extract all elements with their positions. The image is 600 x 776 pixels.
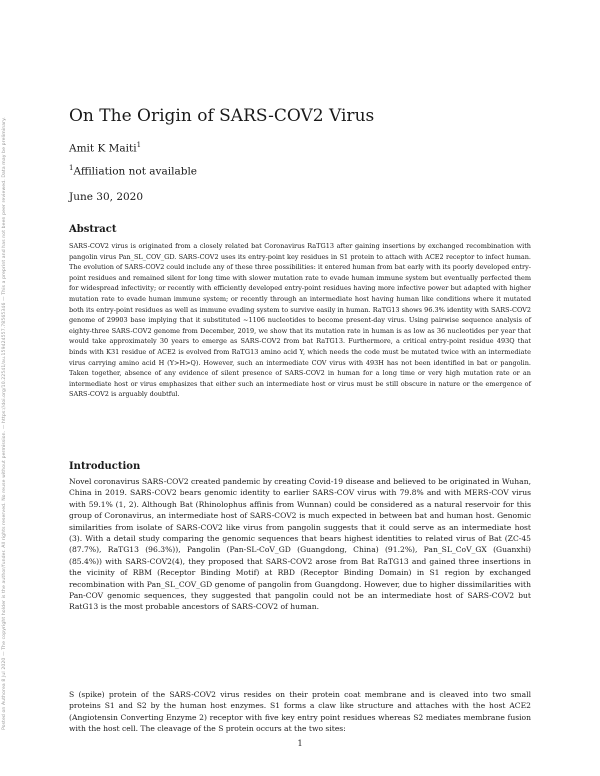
affiliation-text: Affiliation not available (73, 165, 198, 178)
author-name: Amit K Maiti (69, 142, 137, 155)
side-watermark (2, 40, 12, 730)
introduction-paragraph-1: Novel coronavirus SARS-COV2 created pandemic by creating Covid-19 disease and believed to be originated in Wuhan, China in 2019. SARS-COV2 bears genomic identity to earlier SARS-COV virus with 79.8% and with MERS-COV virus with 59.1% (1, 2). Although Bat (Rhinolophus affinis from Wunnan) could be considered as a natural reservoir for this group of Coronavirus, an intermediate host of SARS-COV2 is much expected in between bat and human host. Genomic similarities from isolate of SARS-COV2 like virus from pangolin suggests that it could serve as an intermediate host (3). With a detail study comparing the genomic sequences that bears highest identities to related virus of Bat (ZC-45 (87.7%), RaTG13 (96.3%)), Pangolin (Pan-SL-CoV_GD (Guangdong, China) (91.2%), Pan_SL_CoV_GX (Guanxhi) (85.4%)) with SARS-COV2(4), they proposed that SARS-COV2 arose from Bat RaTG13 and gained three insertions in the vicinity of RBM (Receptor Binding Motif) at RBD (Receptor Binding Domain) in S1 region by exchanged recombination with Pan_SL_COV_GD genome of pangolin from Guangdong. However, due to higher dissimilarities with Pan-COV genomic sequences, they suggested that pangolin could not be an intermediate host of SARS-COV2 but RatG13 is the most probable ancestors of SARS-COV2 of human. (69, 477, 531, 612)
author-line (69, 141, 141, 155)
page-number: 1 (297, 739, 303, 748)
author-superscript: 1 (136, 141, 142, 149)
affiliation-line (69, 164, 197, 178)
preprint-notice: Posted on Authorea 8 Jul 2020 — The copyright holder is the author/funder. All rights reserved. No reuse without permission. — https://doi.org/10.22541/au.159424557.78565346 — This a preprint and has not been peer reviewed. Data may be preliminary. (2, 117, 7, 730)
paper-title: On The Origin of SARS-COV2 Virus (69, 106, 375, 126)
abstract-text: SARS-COV2 virus is originated from a closely related bat Coronavirus RaTG13 after gaining insertions by exchanged recombination with pangolin virus Pan_SL_COV_GD. SARS-COV2 uses its entry-point key residues in S1 protein to attach with ACE2 receptor to infect human. The evolution of SARS-COV2 could include any of these three possibilities: it entered human from bat early with its poorly developed entry-point residues and remained silent for long time with slower mutation rate to evade human immune system but eventually perfected them for widespread infectivity; or recently with efficiently developed entry-point residues having more infective power but adapted with higher mutation rate to evade human immune system; or recently through an intermediate host having human like conditions where it mutated both its entry-point residues as well as immune evading system to survive easily in human. RaTG13 shows 96.3% identity with SARS-COV2 genome of 29903 base implying that it substituted ~1106 nucleotides to become present-day virus. Using pairwise sequence analysis of eighty-three SARS-COV2 genome from December, 2019, we show that its mutation rate in human is as low as 36 nucleotides per year that would take approximately 30 years to emerge as SARS-COV2 from bat RaTG13. Furthermore, a critical entry-point residue 493Q that binds with K31 residue of ACE2 is evolved from RaTG13 amino acid Y, which needs the code must be mutated twice with an intermediate virus carrying amino acid H (Y>H>Q). However, such an intermediate COV virus with 493H has not been identified in bat or pangolin. Taken together, absence of any evidence of silent presence of SARS-COV2 in human for a long time or very high mutation rate or an intermediate host or virus emphasizes that either such an intermediate host or virus must be still obscure in nature or the emergence of SARS-COV2 is arguably doubtful. (69, 242, 531, 399)
introduction-heading: Introduction (69, 461, 141, 472)
publication-date: June 30, 2020 (69, 191, 144, 203)
abstract-heading: Abstract (69, 224, 117, 235)
affiliation-superscript: 1 (69, 164, 74, 172)
introduction-paragraph-2: S (spike) protein of the SARS-COV2 virus resides on their protein coat membrane and is cleaved into two small proteins S1 and S2 by the human host enzymes. S1 forms a claw like structure and attaches with the host ACE2 (Angiotensin Converting Enzyme 2) receptor with five key entry point residues whereas S2 mediates membrane fusion with the host cell. The cleavage of the S protein occurs at the two sites: (69, 690, 531, 734)
